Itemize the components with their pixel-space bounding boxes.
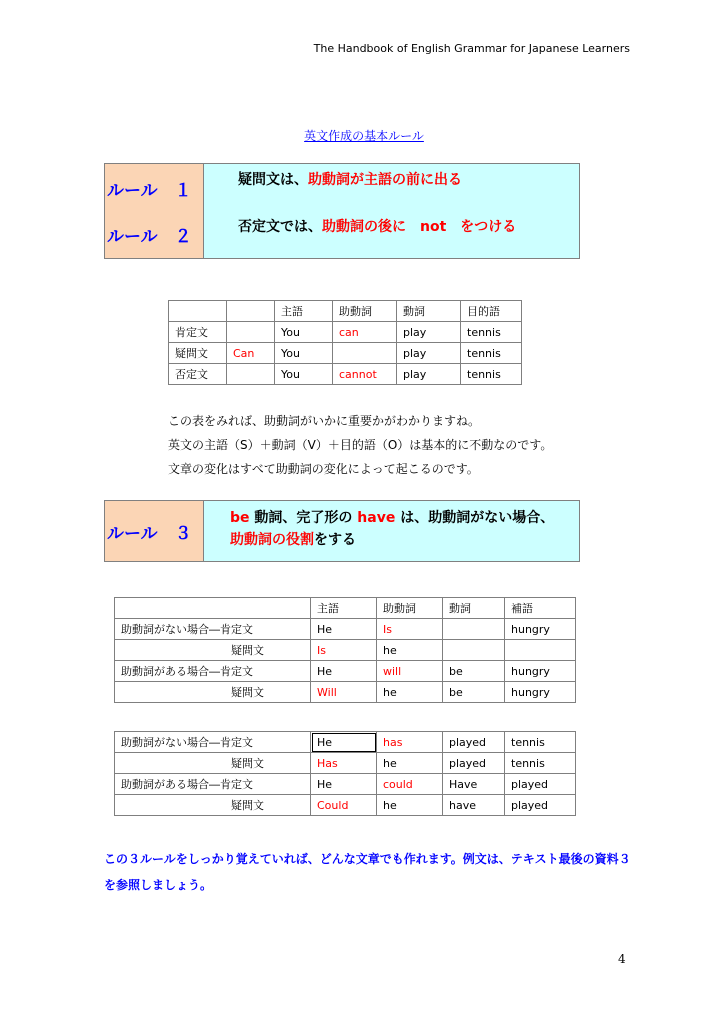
rule-3-have: have [357,510,396,526]
rule-3-label: ルール ３ [105,501,204,561]
cell: 助動詞 [377,598,443,619]
cell: 目的語 [461,301,522,322]
cell: he [377,682,443,703]
table-row [169,322,522,343]
table-row [115,753,576,774]
cell: Have [443,774,505,795]
table-row [115,619,576,640]
cell: 助動詞がない場合―肯定文 [115,732,311,753]
cell: play [397,364,461,385]
page-title: 英文作成の基本ルール [304,129,424,143]
cell: Will [311,682,377,703]
cell: tennis [505,753,576,774]
cell: 疑問文 [115,640,311,661]
rule-1-text-a: 疑問文は、 [238,172,308,188]
cell: he [377,795,443,816]
bottom-note-line-2: を参照しましょう。 [104,878,213,892]
rule-3-box [104,500,580,562]
cell: Could [311,795,377,816]
cell: could [377,774,443,795]
rule-1-label: ルール １ [105,164,204,212]
cell: 主語 [275,301,333,322]
rule-3-text-c: 助動詞の役割 [230,532,314,548]
cell [443,619,505,640]
cell: hungry [505,682,576,703]
cell: play [397,322,461,343]
cell: played [443,732,505,753]
table-row [169,364,522,385]
rule-2-box [104,211,580,259]
cell: tennis [505,732,576,753]
cell [227,364,275,385]
cell: tennis [461,364,522,385]
cell: he [377,753,443,774]
cell: 助動詞がない場合―肯定文 [115,619,311,640]
rule-2-text [204,211,579,258]
paragraph-line-1: この表をみれば、助動詞がいかに重要かがわかりますね。 [168,414,481,428]
rule-3-text [204,501,579,561]
cell: Is [377,619,443,640]
table-row [115,795,576,816]
table-row [115,661,576,682]
rule-3-be: be [230,510,250,526]
cell: 否定文 [169,364,227,385]
paragraph-line-3: 文章の変化はすべて助動詞の変化によって起こるのです。 [168,462,479,476]
rule-1-text [204,164,579,212]
cell: 動詞 [443,598,505,619]
cell: He [311,661,377,682]
cell [227,301,275,322]
cell [169,301,227,322]
cell: You [275,343,333,364]
table-2 [114,597,576,703]
cell: 疑問文 [115,753,311,774]
rule-1-text-b: 助動詞が主語の前に出る [308,172,462,188]
rule-3-text-d: をする [314,532,356,548]
bottom-note-line-1: この３ルールをしっかり覚えていれば、どんな文章でも作れます。例文は、テキスト最後の資料３ [104,852,631,866]
cell: played [505,774,576,795]
cell: cannot [333,364,397,385]
cell: 動詞 [397,301,461,322]
rule-2-label: ルール ２ [105,211,204,258]
cell [227,322,275,343]
cell: hungry [505,619,576,640]
cell [505,640,576,661]
cell: 主語 [311,598,377,619]
cell: played [443,753,505,774]
rule-3-text-b: は、助動詞がない場合、 [400,510,555,526]
cell: tennis [461,343,522,364]
rule-2-text-a: 否定文では、 [238,219,322,235]
cell: He [311,774,377,795]
cell: hungry [505,661,576,682]
cell [443,640,505,661]
rule-3-text-a: 動詞、完了形の [254,510,353,526]
cell: play [397,343,461,364]
page-number: 4 [618,952,626,966]
cell: He [311,732,377,753]
cell: Can [227,343,275,364]
cell: He [311,619,377,640]
table-row [115,640,576,661]
cell: 疑問文 [115,682,311,703]
cell: can [333,322,397,343]
cell: tennis [461,322,522,343]
table-row [115,732,576,753]
cell: be [443,661,505,682]
cell: 助動詞 [333,301,397,322]
cell: will [377,661,443,682]
table-row [115,774,576,795]
cell: 補語 [505,598,576,619]
table-3 [114,731,576,816]
cell: 疑問文 [115,795,311,816]
rule-2-text-b: 助動詞の後に not をつける [322,219,517,235]
table-1 [168,300,522,385]
cell: played [505,795,576,816]
running-header: The Handbook of English Grammar for Japanese Learners [313,42,630,55]
cell: he [377,640,443,661]
table-2-header-row [115,598,576,619]
rule-1-box [104,163,580,213]
paragraph-line-2: 英文の主語（S）＋動詞（V）＋目的語（O）は基本的に不動なのです。 [168,438,553,452]
table-row [115,682,576,703]
cell: be [443,682,505,703]
cell [333,343,397,364]
cell: 肯定文 [169,322,227,343]
cell: have [443,795,505,816]
cell [115,598,311,619]
cell: Is [311,640,377,661]
cell: has [377,732,443,753]
cell: 助動詞がある場合―肯定文 [115,774,311,795]
table-1-header-row [169,301,522,322]
cell: You [275,364,333,385]
cell: 助動詞がある場合―肯定文 [115,661,311,682]
cell: You [275,322,333,343]
table-row [169,343,522,364]
cell: 疑問文 [169,343,227,364]
cell: Has [311,753,377,774]
